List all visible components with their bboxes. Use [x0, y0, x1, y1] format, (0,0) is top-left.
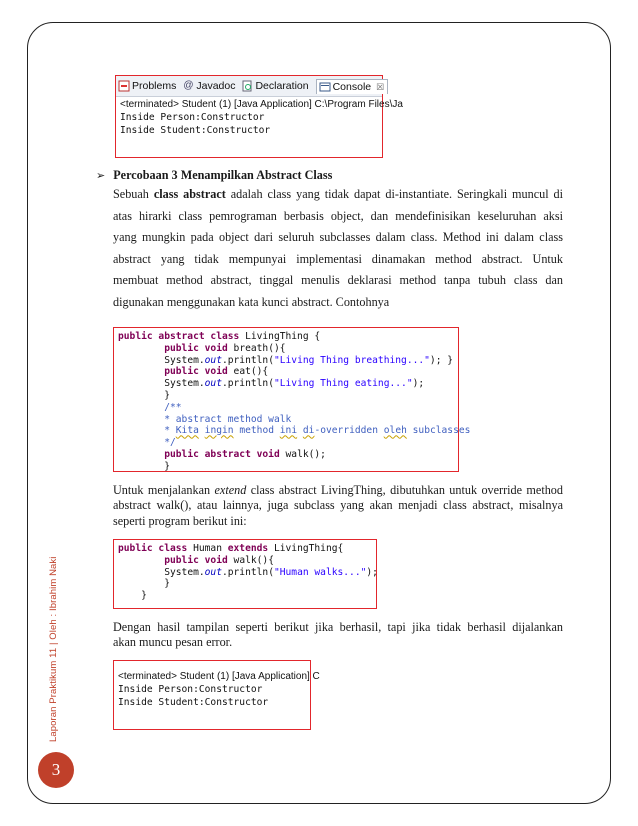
code-comment	[164, 425, 470, 436]
console-output-line: Inside Student:Constructor	[120, 124, 271, 136]
paragraph-text: Sebuah	[113, 187, 154, 201]
code-text: System.	[164, 354, 205, 366]
code-screenshot-livingthing	[113, 327, 471, 472]
view-tab-bar	[116, 76, 385, 97]
code-line: }	[164, 389, 170, 401]
code-line: }	[164, 460, 170, 472]
code-line	[164, 366, 268, 377]
sidebar-label: Laporan Praktikum 11 | Oleh : Ibrahim Naki	[48, 556, 59, 742]
paragraph-abstract-class	[113, 184, 563, 314]
code-keyword: extends	[227, 543, 269, 554]
paragraph-extend	[113, 483, 563, 529]
code-text: System.	[164, 378, 205, 390]
comment-text: di	[302, 425, 315, 437]
code-text: walk(){	[227, 554, 274, 566]
code-keyword: public abstract void	[164, 448, 280, 460]
code-text: walk();	[279, 448, 326, 460]
code-text: eat(){	[227, 366, 269, 378]
code-text: LivingThing {	[239, 331, 321, 342]
paragraph-line: abstract walk(), atau lainnya, juga subclass yang akan menjadi class abstract, misalnya	[113, 498, 563, 513]
code-line	[164, 449, 326, 460]
code-text: .println(	[221, 378, 274, 390]
code-line	[164, 355, 453, 366]
code-line	[164, 343, 285, 354]
code-string: "Living Thing breathing..."	[273, 354, 430, 366]
code-block	[114, 328, 471, 473]
paragraph-line: membuat method abstract, tinggal menulis deklarasi method tanpa tubuh class dan	[113, 273, 563, 288]
code-line: }	[164, 578, 170, 590]
paragraph-line: Dengan hasil tampilan seperti berikut jika berhasil, tapi jika tidak berhasil dijalankan	[113, 620, 563, 634]
code-string: "Human walks..."	[273, 566, 367, 578]
paragraph-text: Untuk menjalankan	[113, 483, 215, 497]
italic-term: extend	[214, 483, 247, 497]
comment-text: oleh	[383, 425, 407, 437]
tab-declaration-label: Declaration	[255, 80, 309, 92]
paragraph-text: adalah class yang tidak dapat di-instantiate. Seringkali muncul di	[225, 187, 563, 201]
comment-text: ingin	[204, 425, 234, 437]
code-screenshot-human	[113, 539, 377, 609]
code-text: breath(){	[227, 342, 286, 354]
console-screenshot-2	[113, 660, 320, 730]
code-keyword: public class	[118, 543, 188, 554]
paragraph-line: yang mungkin pada object dari seluruh subclasses dalam class. Method ini dalam class	[113, 230, 563, 245]
at-icon: @	[183, 80, 194, 91]
console-output-line: Inside Student:Constructor	[118, 696, 269, 708]
bold-term: class abstract	[153, 187, 226, 201]
code-line	[164, 555, 274, 566]
code-keyword: public void	[164, 366, 228, 378]
code-line	[164, 567, 378, 578]
section-heading	[96, 168, 332, 183]
tab-problems[interactable]	[119, 80, 176, 92]
bullet-arrow-icon: ➢	[96, 169, 106, 182]
section-heading-text: Percobaan 3 Menampilkan Abstract Class	[113, 168, 333, 182]
comment-text: method	[233, 425, 280, 437]
console-output-line: Inside Person:Constructor	[120, 112, 265, 123]
tab-javadoc[interactable]	[183, 80, 235, 92]
code-comment: */	[164, 437, 176, 449]
tab-console-label: Console	[332, 81, 372, 93]
comment-text: *	[164, 425, 176, 437]
code-field: out	[204, 566, 222, 578]
comment-text: subclasses	[406, 425, 471, 437]
tab-problems-label: Problems	[132, 80, 177, 92]
paragraph-line: atas hirarki class pemrograman berbasis object, dan mendefinisikan keseluruhan aksi	[113, 208, 563, 223]
paragraph-line: digunakan menggunakan kata kunci abstract. Contohnya	[113, 294, 390, 309]
console-output-line: Inside Person:Constructor	[118, 684, 263, 695]
code-keyword: public void	[164, 342, 228, 354]
code-text: );	[412, 378, 425, 390]
code-keyword: public void	[164, 554, 228, 566]
tab-declaration[interactable]	[242, 80, 308, 92]
code-line	[118, 331, 320, 342]
code-line	[118, 543, 343, 554]
code-text: ); }	[429, 354, 454, 366]
tab-console[interactable]	[316, 79, 389, 94]
terminated-status: <terminated> Student (1) [Java Application] C	[118, 671, 320, 682]
code-field: out	[204, 378, 222, 390]
console-screenshot-1	[115, 75, 403, 158]
paragraph-line: seperti program berikut ini:	[113, 513, 247, 528]
code-line	[164, 378, 424, 389]
code-text: Human	[187, 543, 228, 554]
code-text: .println(	[221, 566, 274, 578]
tab-javadoc-label: Javadoc	[196, 80, 236, 92]
close-icon[interactable]: ☒	[376, 81, 385, 92]
problems-icon	[119, 81, 129, 91]
paragraph-line: abstract yang tidak mempunyai implementasi dinamakan method abstract. Untuk	[113, 251, 563, 266]
paragraph-text: class abstract LivingThing, dibutuhkan untuk override method	[246, 483, 563, 497]
code-line: }	[141, 590, 147, 602]
comment-text: ini	[279, 425, 298, 437]
code-comment: * abstract method walk	[164, 413, 292, 425]
page-number: 3	[38, 752, 74, 788]
terminated-status: <terminated> Student (1) [Java Application] C:\Program Files\Ja	[120, 99, 403, 110]
comment-text: Kita	[175, 425, 199, 437]
paragraph-line: akan muncu pesan error.	[113, 635, 233, 650]
code-text: );	[366, 566, 378, 578]
comment-text: -overridden	[314, 425, 384, 437]
paragraph-result	[113, 620, 563, 651]
console-icon	[320, 82, 330, 92]
code-comment: /**	[164, 401, 182, 413]
code-field: out	[204, 354, 222, 366]
code-text: LivingThing{	[268, 543, 344, 554]
paragraph-line	[113, 483, 563, 498]
code-text: System.	[164, 566, 205, 578]
declaration-icon	[242, 81, 252, 91]
code-keyword: public abstract class	[118, 331, 240, 342]
paragraph-line	[113, 184, 563, 206]
code-string: "Living Thing eating..."	[273, 378, 413, 390]
code-text: .println(	[221, 354, 274, 366]
code-block	[114, 540, 376, 602]
